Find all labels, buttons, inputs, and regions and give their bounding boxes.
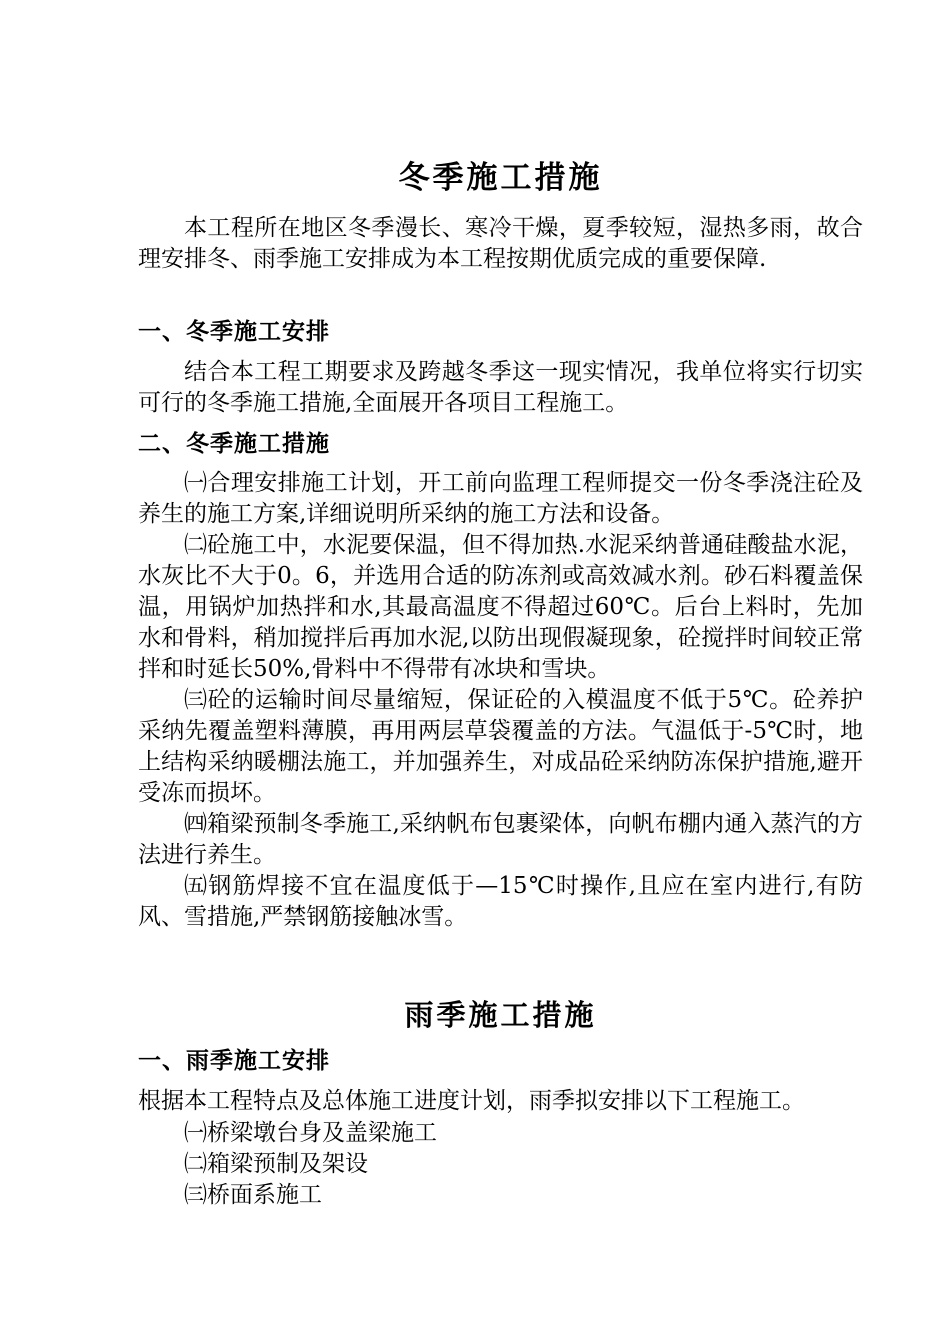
winter-section2-heading: 二、冬季施工措施 xyxy=(138,430,330,457)
winter-intro-paragraph: 本工程所在地区冬季漫长、寒冷干燥，夏季较短，湿热多雨，故合理安排冬、雨季施工安排成为本工程按期优质完成的重要保障. xyxy=(138,215,863,272)
rainy-section1-block xyxy=(138,1086,863,1117)
winter-measure-1: ㈠合理安排施工计划，开工前向监理工程师提交一份冬季浇注砼及养生的施工方案,详细说明所采纳的施工方法和设备。 xyxy=(138,470,863,527)
rainy-item-3: ㈢桥面系施工 xyxy=(184,1182,322,1208)
winter-section1-heading: 一、冬季施工安排 xyxy=(138,318,330,345)
winter-measure-5: ㈤钢筋焊接不宜在温度低于—15℃时操作,且应在室内进行,有防风、雪措施,严禁钢筋接触冰雪。 xyxy=(138,873,863,930)
winter-title: 冬季施工措施 xyxy=(398,160,603,196)
rainy-section1-paragraph: 根据本工程特点及总体施工进度计划，雨季拟安排以下工程施工。 xyxy=(138,1088,805,1114)
winter-measure-3: ㈢砼的运输时间尽量缩短，保证砼的入模温度不低于5℃。砼养护采纳先覆盖塑料薄膜，再用两层草袋覆盖的方法。气温低于-5℃时，地上结构采纳暖棚法施工，并加强养生，对成品砼采纳防冻保护措施,避开受冻而损坏。 xyxy=(138,687,863,806)
winter-section1-paragraph: 结合本工程工期要求及跨越冬季这一现实情况，我单位将实行切实可行的冬季施工措施,全面展开各项目工程施工。 xyxy=(138,359,863,416)
rainy-item-1: ㈠桥梁墩台身及盖梁施工 xyxy=(184,1120,437,1146)
winter-intro-block xyxy=(138,213,863,275)
rainy-section1-heading: 一、雨季施工安排 xyxy=(138,1047,330,1074)
winter-measures-block xyxy=(138,468,863,933)
winter-measure-4: ㈣箱梁预制冬季施工,采纳帆布包裹梁体，向帆布棚内通入蒸汽的方法进行养生。 xyxy=(138,811,863,868)
rainy-item-2: ㈡箱梁预制及架设 xyxy=(184,1151,368,1177)
winter-measure-2: ㈡砼施工中，水泥要保温，但不得加热.水泥采纳普通硅酸盐水泥，水灰比不大于0。6，并选用合适的防冻剂或高效减水剂。砂石料覆盖保温，用锅炉加热拌和水,其最高温度不得超过60℃。后台上料时，先加水和骨料，稍加搅拌后再加水泥,以防出现假凝现象，砼搅拌时间较正常拌和时延长50%,骨料中不得带有冰块和雪块。 xyxy=(138,532,863,682)
winter-section1-block xyxy=(138,357,863,419)
rainy-title: 雨季施工措施 xyxy=(404,998,597,1032)
